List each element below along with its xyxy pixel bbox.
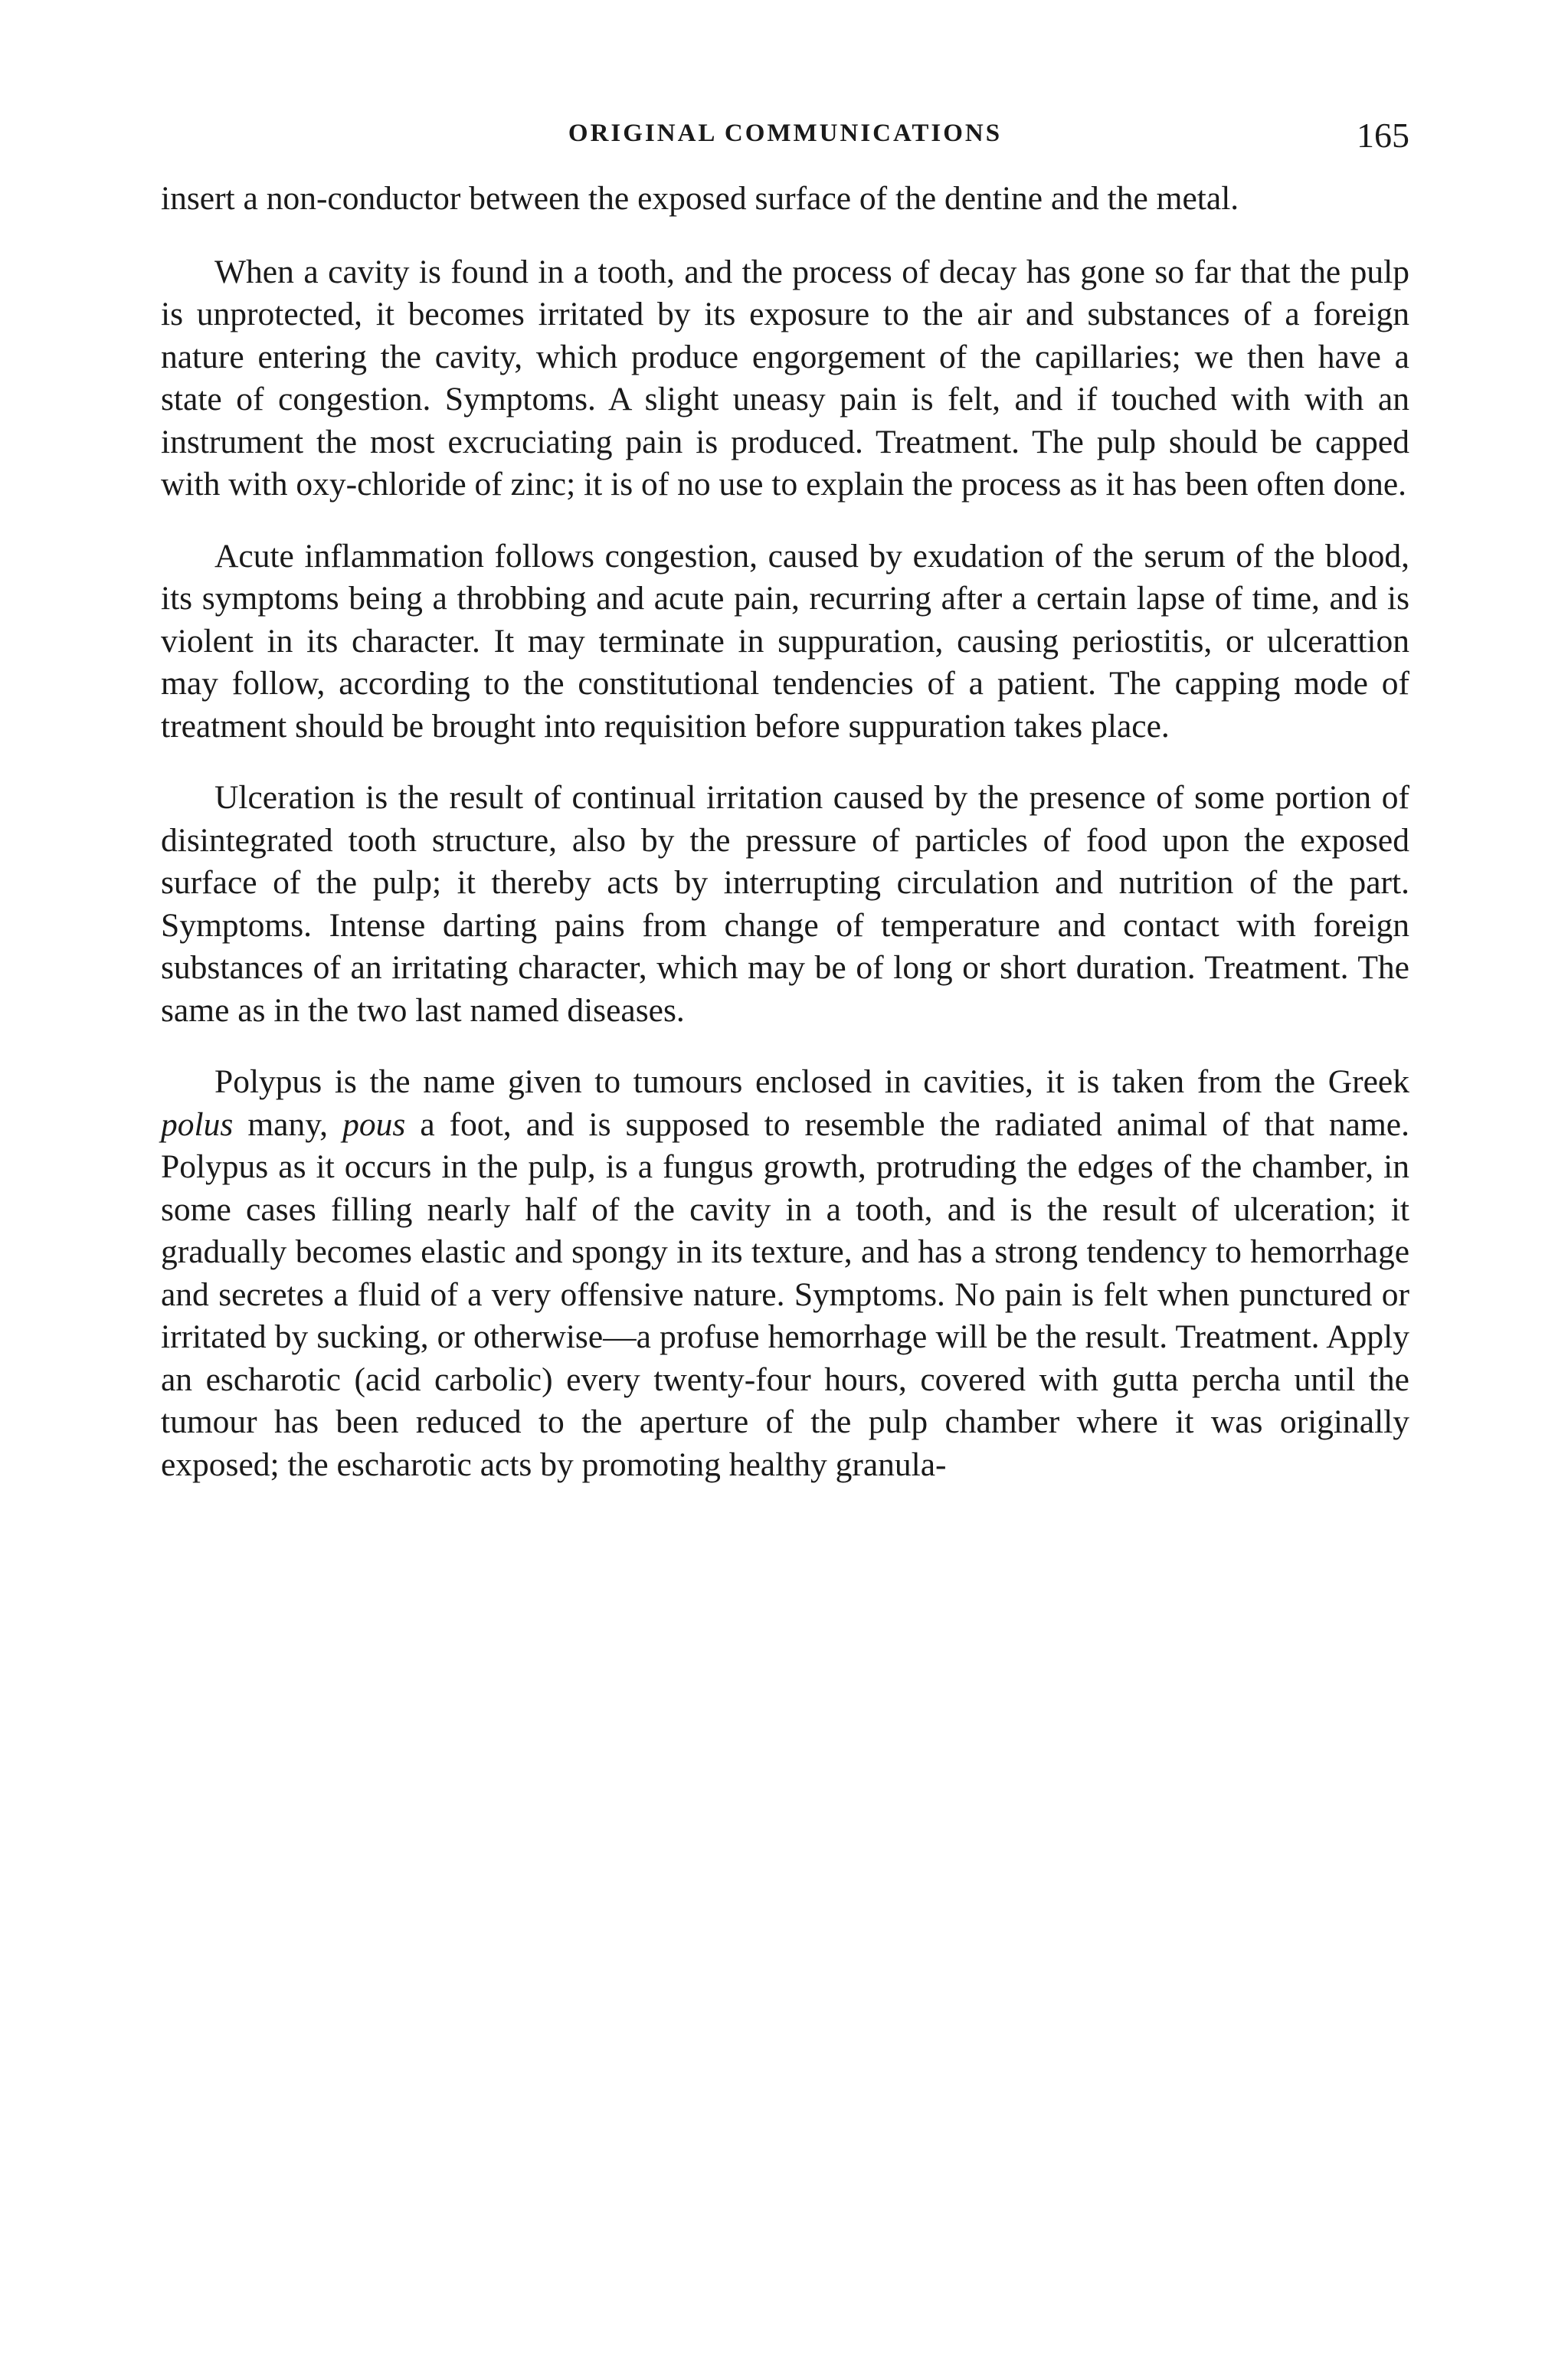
polypus-text-middle: many, [233, 1105, 343, 1143]
paragraph-polypus [161, 1061, 1409, 1486]
paragraph-acute-inflammation: Acute inflammation follows congestion, caused by exudation of the serum of the blood, its symptoms being a throbbing and acute pain, recurring after a certain lapse of time, and is violent in its character. It may terminate in suppuration, causing periostitis, or ulcerattion may follow, according to the constitutional tendencies of a patient. The capping mode of treatment should be brought into requisition before suppuration takes place. [161, 537, 1409, 745]
paragraph-congestion: When a cavity is found in a tooth, and the process of decay has gone so far that the pulp is unprotected, it becomes irritated by its exposure to the air and substances of a foreign nature entering the cavity, which produce engorgement of the capillaries; we then have a state of congestion. Symptoms. A slight uneasy pain is felt, and if touched with with an instrument the most excruciating pain is produced. Treatment. The pulp should be capped with with oxy-chloride of zinc; it is of no use to explain the process as it has been often done. [161, 253, 1409, 503]
page-number: 165 [1357, 116, 1409, 155]
polypus-text-after: a foot, and is supposed to resemble the radiated animal of that name. Polypus as it occurs in the pulp, is a fungus growth, protruding the edges of the chamber, in some cases filling nearly half of the cavity in a tooth, and is the result of ulceration; it gradually becomes elastic and spongy in its texture, and has a strong tendency to hemorrhage and secretes a fluid of a very offensive nature. Symptoms. No pain is felt when punctured or irritated by sucking, or otherwise—a profuse hemorrhage will be the result. Treatment. Apply an escharotic (acid carbolic) every twenty-four hours, covered with gutta percha until the tumour has been reduced to the aperture of the pulp chamber where it was originally exposed; the escharotic acts by promoting healthy granula- [161, 1105, 1409, 1483]
book-page [161, 115, 1409, 1515]
greek-term-polus: polus [161, 1105, 234, 1143]
running-head [161, 115, 1409, 161]
paragraph-continuation: insert a non-conductor between the exposed surface of the dentine and the metal. [161, 180, 1239, 217]
greek-term-pous: pous [342, 1105, 406, 1143]
running-title: ORIGINAL COMMUNICATIONS [568, 120, 1003, 147]
polypus-text-before: Polypus is the name given to tumours enclosed in cavities, it is taken from the Greek [214, 1063, 1409, 1100]
paragraph-ulceration: Ulceration is the result of continual irritation caused by the presence of some portion of disintegrated tooth structure, also by the pressure of particles of food upon the exposed surface of the pulp; it thereby acts by interrupting circulation and nutrition of the part. Symptoms. Intense darting pains from change of temperature and contact with foreign substances of an irritating character, which may be of long or short duration. Treatment. The same as in the two last named diseases. [161, 779, 1409, 1029]
